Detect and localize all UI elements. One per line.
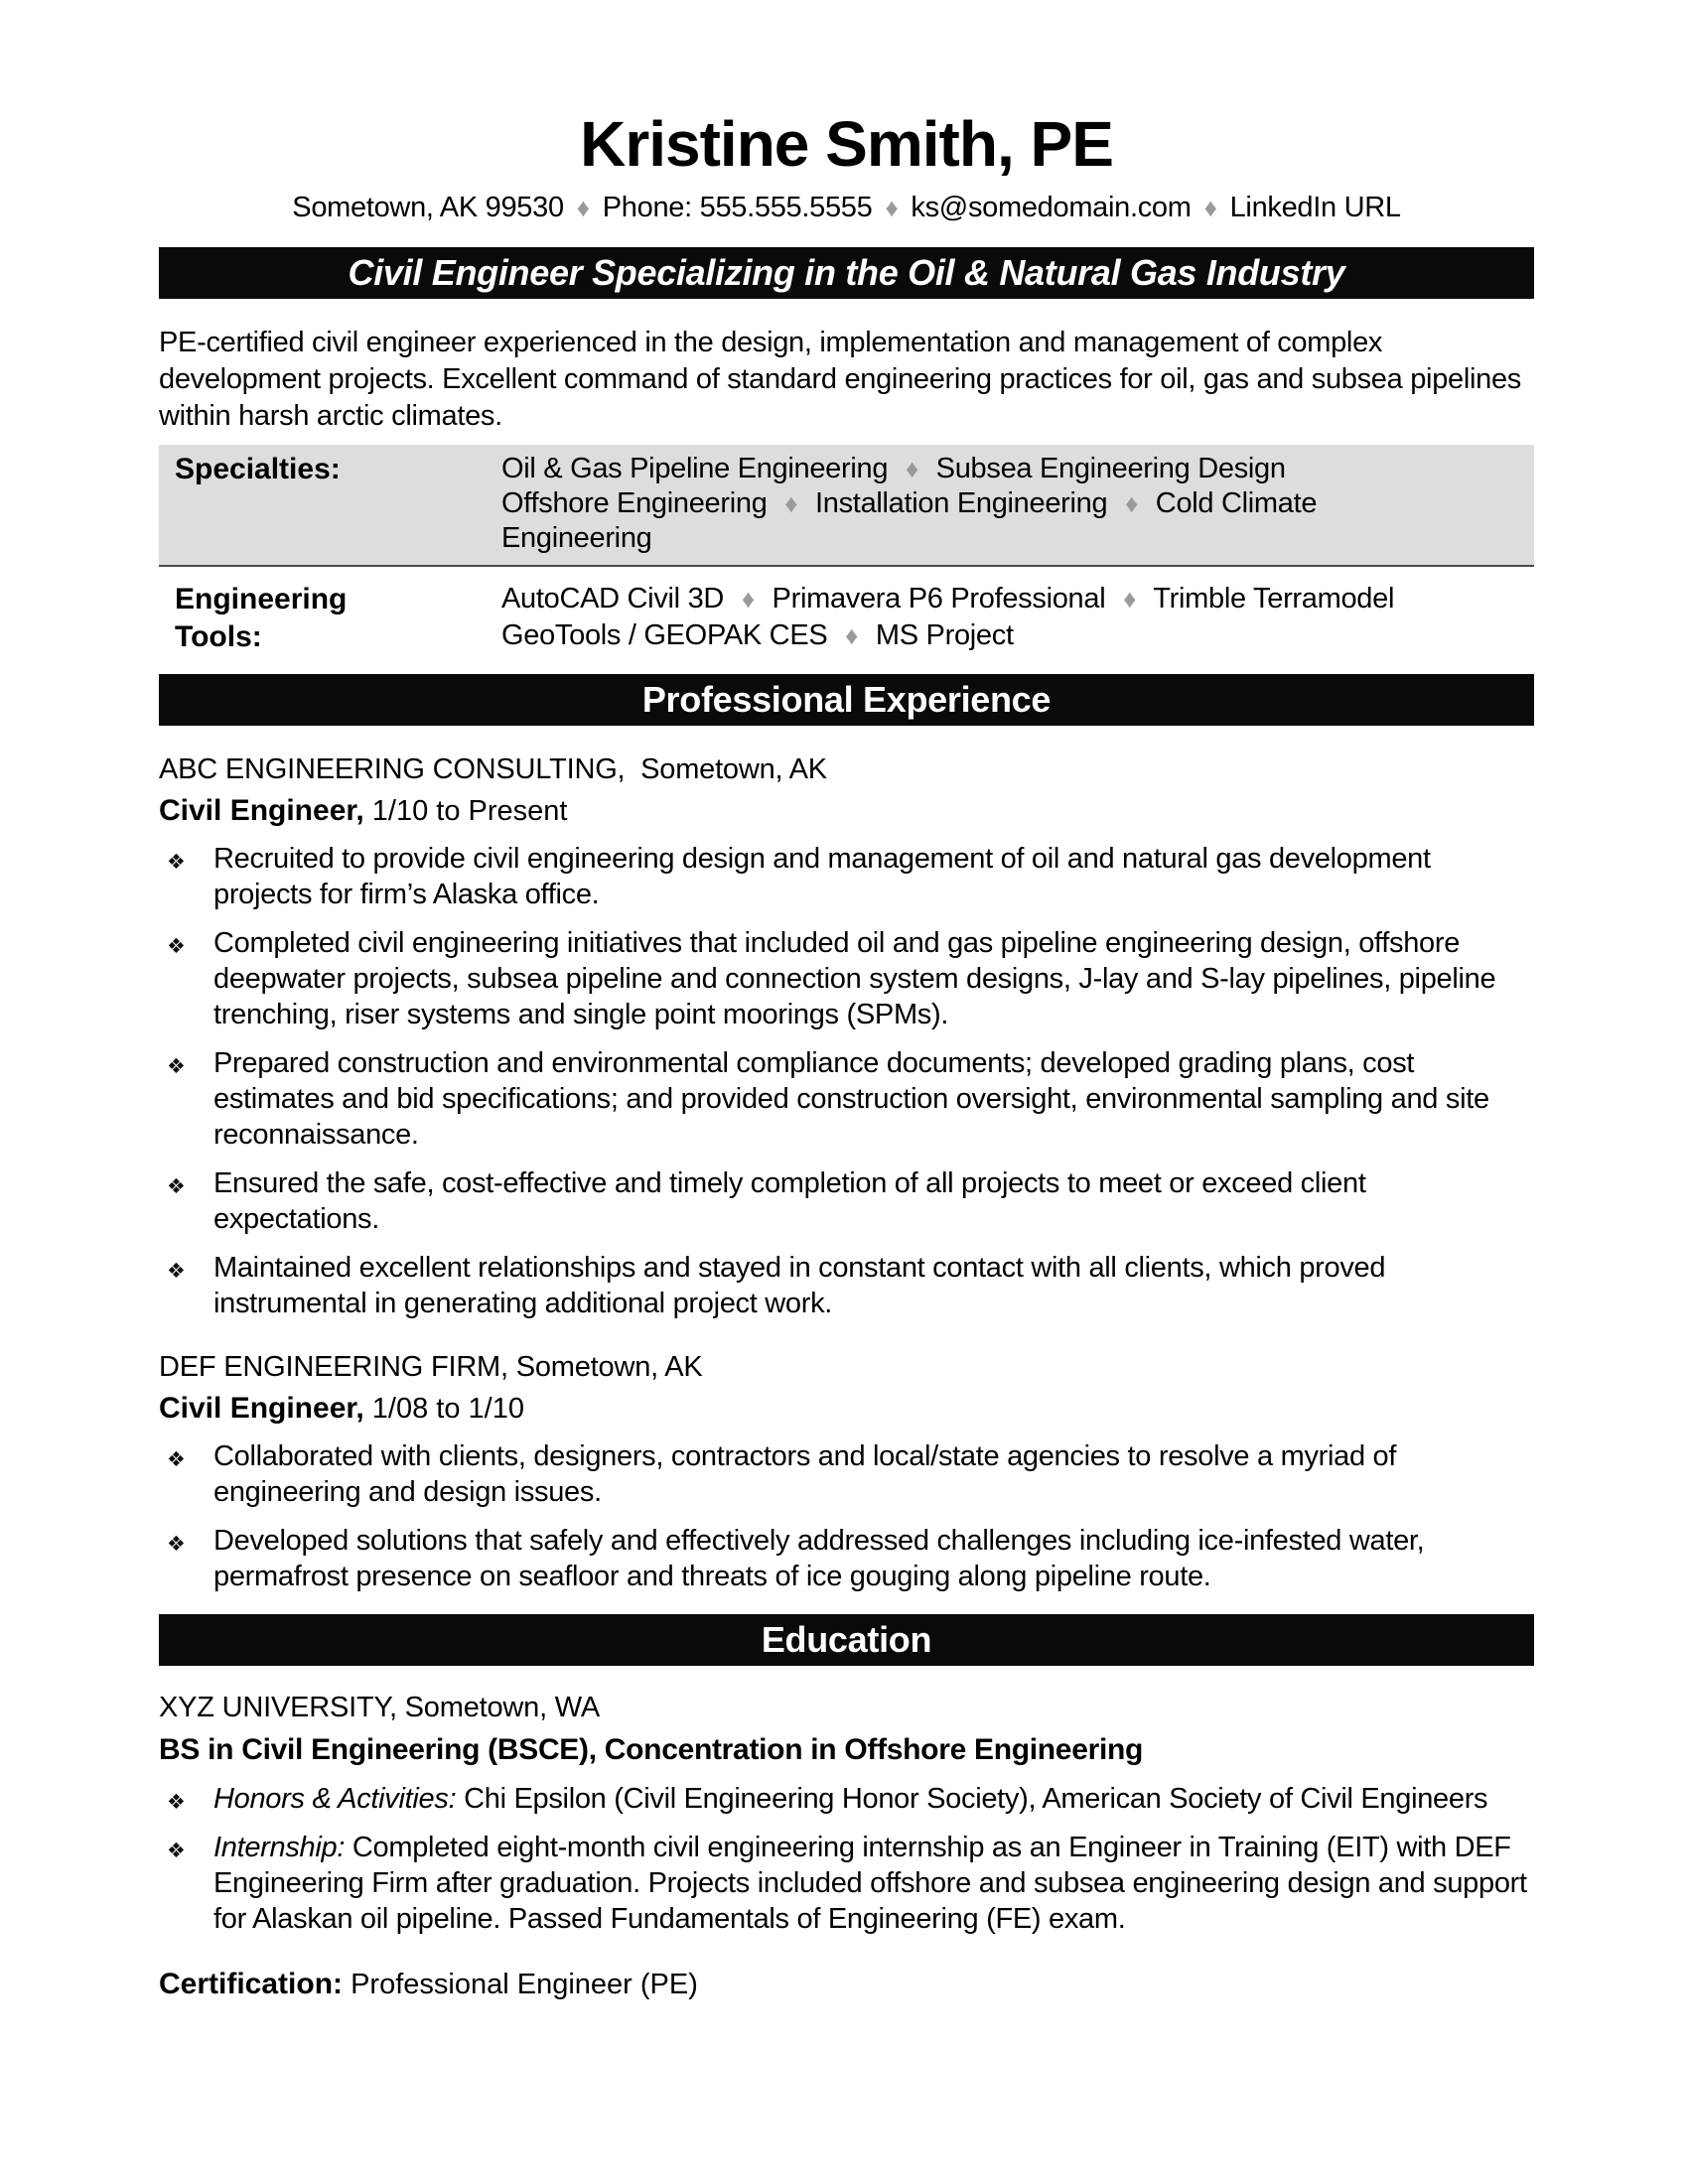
bullet-text: Ensured the safe, cost-effective and timely completion of all projects to meet or exceed client expectations. [213, 1167, 1366, 1236]
diamond-separator-icon: ♦ [845, 620, 859, 651]
diamond-separator-icon: ♦ [1123, 584, 1137, 614]
job-abc-engineering [159, 751, 1534, 1321]
degree-line: BS in Civil Engineering (BSCE), Concentration in Offshore Engineering [159, 1733, 1144, 1767]
bullet-item [159, 1523, 1534, 1594]
school-line: XYZ UNIVERSITY, Sometown, WA [159, 1692, 601, 1724]
experience-section [159, 674, 1534, 1594]
role-line [159, 793, 1534, 829]
education-section [159, 1614, 1534, 2002]
job-bullet-list [159, 1438, 1534, 1594]
certification-value: Professional Engineer (PE) [351, 1969, 698, 2001]
page-title: Kristine Smith, PE [580, 108, 1113, 180]
bullet-text: Completed eight-month civil engineering internship as an Engineer in Training (EIT) with DEF Engineering Firm after graduation. Projects included offshore and subsea engineering design and support for Alaskan oil pipeline. Passed Fundamentals of Engineering (FE) exam. [213, 1832, 1527, 1936]
bullet-item [159, 1438, 1534, 1510]
bullet-item [159, 1250, 1534, 1321]
company-line: DEF ENGINEERING FIRM, Sometown, AK [159, 1351, 703, 1384]
headline-banner [159, 247, 1534, 299]
engineering-tools-row [159, 567, 1534, 656]
job-title: Civil Engineer, [159, 794, 364, 828]
headline-text: Civil Engineer Specializing in the Oil & Natural Gas Industry [348, 252, 1345, 294]
bullet-item [159, 1165, 1534, 1237]
bullet-text: Recruited to provide civil engineering design and management of oil and natural gas development projects for firm’s Alaska office. [213, 843, 1431, 911]
bullet-prefix: Honors & Activities: [213, 1783, 457, 1816]
bullet-diamond-icon: ❖ [167, 1260, 186, 1284]
engineering-tools-value: AutoCAD Civil 3D ♦ Primavera P6 Professional ♦ Trimble Terramodel GeoTools / GEOPAK CES ♦ MS Project [501, 583, 1395, 652]
diamond-separator-icon: ♦ [576, 193, 590, 223]
bullet-item [159, 1830, 1534, 1937]
bullet-item [159, 925, 1534, 1032]
job-def-engineering [159, 1349, 1534, 1594]
bullet-item [159, 1781, 1534, 1817]
bullet-prefix: Internship: [213, 1832, 346, 1864]
specialties-row [159, 445, 1534, 567]
job-dates: 1/10 to Present [371, 795, 568, 828]
bullet-text: Chi Epsilon (Civil Engineering Honor Society), American Society of Civil Engineers [464, 1783, 1488, 1816]
education-bullet-list [159, 1781, 1534, 1937]
bullet-item [159, 841, 1534, 912]
bullet-diamond-icon: ❖ [167, 935, 186, 959]
bullet-diamond-icon: ❖ [167, 1175, 186, 1199]
bullet-text: Developed solutions that safely and effectively addressed challenges including ice-infested water, permafrost presence on seafloor and threats of ice gouging along pipeline route. [213, 1525, 1425, 1593]
job-bullet-list [159, 841, 1534, 1321]
diamond-separator-icon: ♦ [885, 193, 899, 223]
contact-email: ks@somedomain.com [911, 192, 1192, 224]
job-dates: 1/08 to 1/10 [371, 1393, 524, 1426]
diamond-separator-icon: ♦ [741, 584, 755, 614]
summary-paragraph: PE-certified civil engineer experienced in the design, implementation and management of complex development projects. Excellent command of standard engineering practices for oil, gas and subsea pipelines within harsh arctic climates. [159, 327, 1521, 433]
role-line [159, 1391, 1534, 1427]
bullet-text: Maintained excellent relationships and stayed in constant contact with all clients, which proved instrumental in generating additional project work. [213, 1252, 1386, 1320]
contact-line [159, 192, 1534, 224]
bullet-text: Collaborated with clients, designers, contractors and local/state agencies to resolve a myriad of engineering and design issues. [213, 1440, 1397, 1509]
bullet-diamond-icon: ❖ [167, 851, 186, 875]
skills-table [159, 445, 1534, 656]
diamond-separator-icon: ♦ [1203, 193, 1217, 223]
engineering-tools-label: Engineering Tools: [175, 583, 348, 654]
contact-linkedin: LinkedIn URL [1229, 192, 1401, 224]
contact-location: Sometown, AK 99530 [292, 192, 564, 224]
bullet-text: Prepared construction and environmental compliance documents; developed grading plans, cost estimates and bid specifications; and provided construction oversight, environmental sampling and site reconnaissance. [213, 1047, 1489, 1152]
diamond-separator-icon: ♦ [1125, 488, 1139, 519]
contact-phone: Phone: 555.555.5555 [602, 192, 873, 224]
job-title: Civil Engineer, [159, 1392, 364, 1426]
section-heading-experience [159, 674, 1534, 726]
bullet-text: Completed civil engineering initiatives that included oil and gas pipeline engineering design, offshore deepwater projects, subsea pipeline and connection system designs, J-lay and S-lay pipelines, pipeline trenching, riser systems and single point moorings (SPMs). [213, 927, 1496, 1031]
bullet-item [159, 1045, 1534, 1153]
bullet-diamond-icon: ❖ [167, 1791, 186, 1815]
bullet-diamond-icon: ❖ [167, 1448, 186, 1472]
resume-header [159, 108, 1534, 299]
specialties-value: Oil & Gas Pipeline Engineering ♦ Subsea Engineering Design Offshore Engineering ♦ Installation Engineering ♦ Cold Climate Engineering [501, 453, 1318, 555]
bullet-diamond-icon: ❖ [167, 1055, 186, 1079]
company-line: ABC ENGINEERING CONSULTING, Sometown, AK [159, 753, 827, 786]
section-heading-education [159, 1614, 1534, 1666]
section-heading-text: Professional Experience [641, 679, 1052, 721]
diamond-separator-icon: ♦ [784, 488, 798, 519]
bullet-diamond-icon: ❖ [167, 1533, 186, 1557]
certification-line [159, 1967, 1534, 2002]
diamond-separator-icon: ♦ [905, 454, 918, 484]
section-heading-text: Education [761, 1619, 932, 1661]
bullet-diamond-icon: ❖ [167, 1840, 186, 1863]
specialties-label: Specialties: [175, 453, 341, 486]
certification-label: Certification: [159, 1968, 344, 2001]
